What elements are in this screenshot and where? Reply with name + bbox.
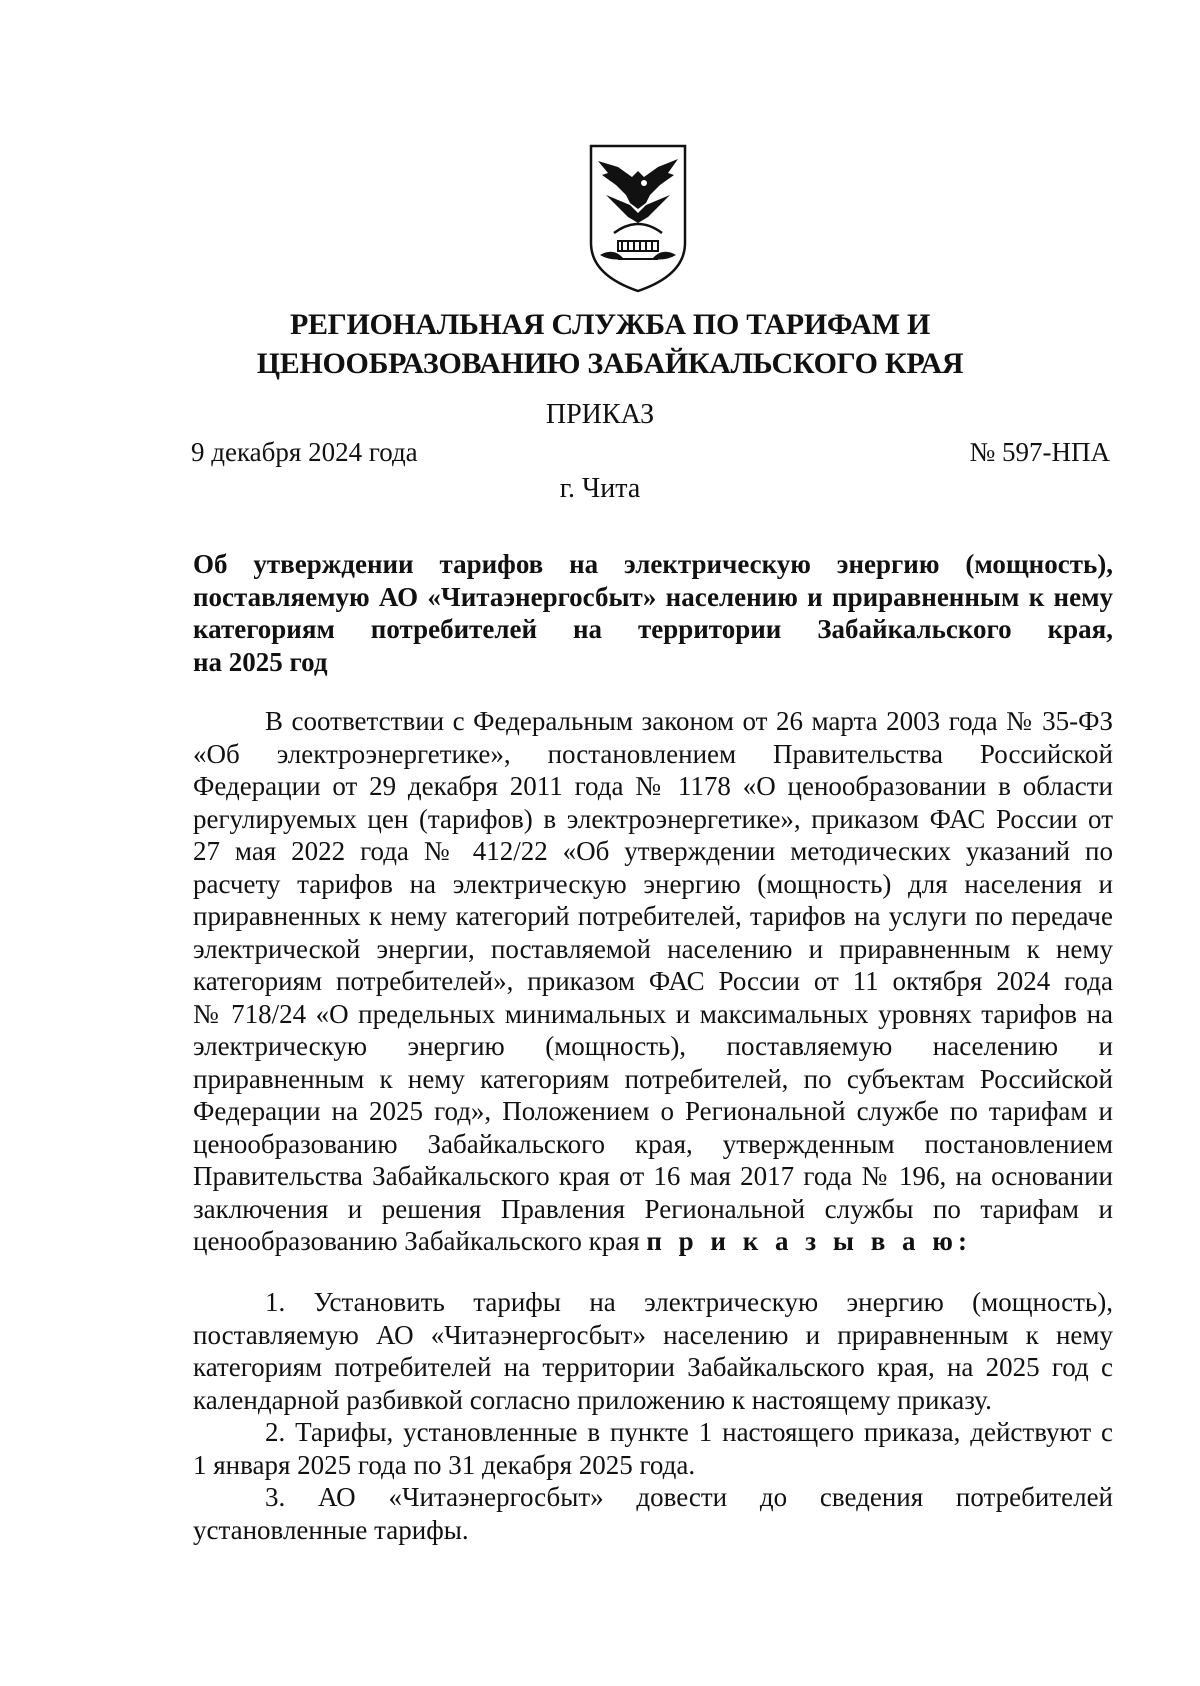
subject-line: поставляемую АО «Читаэнергосбыт» населению и приравненным к нему — [193, 581, 1113, 612]
preamble-line: приравненных к нему категорий потребителей, тарифов на услуги по передаче — [193, 901, 1113, 931]
preamble-last-text: ценообразованию Забайкальского края — [193, 1226, 640, 1256]
coat-of-arms-icon — [588, 143, 688, 293]
document-number: № 597-НПА — [969, 437, 1110, 467]
subject-line: на 2025 год — [193, 646, 328, 677]
item-line: установленные тарифы. — [193, 1514, 469, 1545]
organization-title-line: ЦЕНООБРАЗОВАНИЮ ЗАБАЙКАЛЬСКОГО КРАЯ — [256, 347, 964, 380]
subject-line: категориям потребителей на территории Забайкальского края, — [193, 614, 1113, 644]
document-date: 9 декабря 2024 года — [191, 437, 418, 467]
item-line: 1 января 2025 года по 31 декабря 2025 года. — [193, 1449, 696, 1480]
item-line: 3. АО «Читаэнергосбыт» довести до сведения потребителей — [265, 1482, 1113, 1512]
subject-line: Об утверждении тарифов на электрическую энергию (мощность), — [193, 549, 1113, 579]
organization-title — [160, 305, 1060, 383]
preamble-line: электрическую энергию (мощность), поставляемую населению и — [193, 1031, 1113, 1061]
preamble-line: 27 мая 2022 года № 412/22 «Об утверждении методических указаний по — [193, 836, 1113, 866]
item-line: категориям потребителей на территории Забайкальского края, на 2025 год с — [193, 1352, 1113, 1382]
preamble-line: электрической энергии, поставляемой населению и приравненным к нему — [193, 933, 1113, 964]
preamble-line: регулируемых цен (тарифов) в электроэнергетике», приказом ФАС России от — [193, 803, 1113, 834]
preamble-paragraph — [193, 705, 1113, 1258]
preamble-line: Федерации от 29 декабря 2011 года № 1178 «О ценообразовании в области — [193, 771, 1113, 801]
preamble-line: Правительства Забайкальского края от 16 мая 2017 года № 196, на основании — [193, 1161, 1113, 1191]
preamble-line: приравненным к нему категориям потребителей, по субъектам Российской — [193, 1063, 1113, 1094]
preamble-line: «Об электроэнергетике», постановлением Правительства Российской — [193, 738, 1113, 769]
document-city: г. Чита — [559, 473, 641, 504]
item-line: 1. Установить тарифы на электрическую энергию (мощность), — [265, 1287, 1113, 1317]
organization-title-line: РЕГИОНАЛЬНАЯ СЛУЖБА ПО ТАРИФАМ И — [289, 308, 931, 341]
preamble-line: заключения и решения Правления Региональной службы по тарифам и — [193, 1193, 1113, 1224]
document-subject — [193, 548, 1113, 678]
preamble-line: Федерации на 2025 год», Положением о Региональной службе по тарифам и — [193, 1096, 1113, 1126]
order-items — [193, 1286, 1113, 1546]
preamble-line: категориям потребителей», приказом ФАС России от 11 октября 2024 года — [193, 966, 1113, 996]
document-type: ПРИКАЗ — [545, 399, 655, 430]
preamble-line: ценообразованию Забайкальского края, утвержденным постановлением — [193, 1128, 1113, 1159]
item-line: календарной разбивкой согласно приложению к настоящему приказу. — [193, 1384, 992, 1415]
preamble-line: В соответствии с Федеральным законом от 26 марта 2003 года № 35-ФЗ — [265, 706, 1113, 736]
order-word: п р и к а з ы в а ю: — [646, 1226, 972, 1256]
preamble-line — [193, 1225, 1113, 1258]
preamble-line: № 718/24 «О предельных минимальных и максимальных уровнях тарифов на — [193, 998, 1113, 1029]
item-line: поставляемую АО «Читаэнергосбыт» населению и приравненным к нему — [193, 1319, 1113, 1350]
item-line: 2. Тарифы, установленные в пункте 1 настоящего приказа, действуют с — [265, 1417, 1113, 1447]
preamble-line: расчету тарифов на электрическую энергию (мощность) для населения и — [193, 868, 1113, 899]
